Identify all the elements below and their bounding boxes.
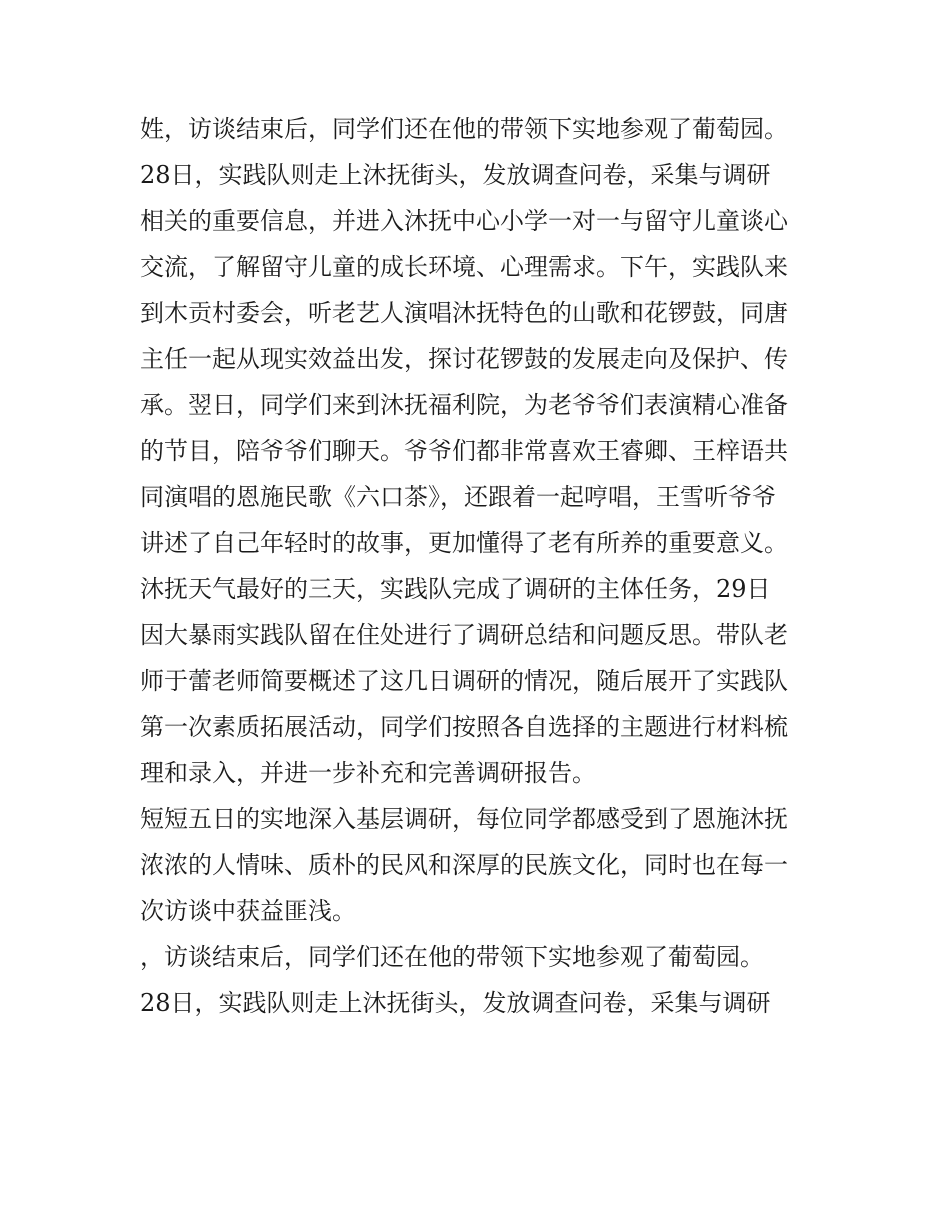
text-line-6: 主任一起从现实效益出发，探讨花锣鼓的发展走向及保护、传 [140,345,788,373]
text-line-18: 次访谈中获益匪浅。 [140,897,356,925]
text-line-8: 的节目，陪爷爷们聊天。爷爷们都非常喜欢王睿卿、王梓语共 [140,437,788,465]
document-body [140,106,830,1026]
text-line-12: 因大暴雨实践队留在住处进行了调研总结和问题反思。带队老 [140,621,788,649]
text-line-17: 浓浓的人情味、质朴的民风和深厚的民族文化，同时也在每一 [140,851,788,879]
text-line-7: 承。翌日，同学们来到沐抚福利院，为老爷爷们表演精心准备 [140,391,788,419]
text-line-9: 同演唱的恩施民歌《六口茶》，还跟着一起哼唱，王雪听爷爷 [140,483,776,511]
text-line-4: 交流，了解留守儿童的成长环境、心理需求。下午，实践队来 [140,253,788,281]
text-line-3: 相关的重要信息，并进入沐抚中心小学一对一与留守儿童谈心 [140,207,788,235]
text-line-5: 到木贡村委会，听老艺人演唱沐抚特色的山歌和花锣鼓，同唐 [140,299,788,327]
text-line-19: ，访谈结束后，同学们还在他的带领下实地参观了葡萄园。 [140,943,764,971]
text-line-11: 沐抚天气最好的三天，实践队完成了调研的主体任务，29日 [140,575,771,603]
text-line-20: 28日，实践队则走上沐抚街头，发放调查问卷，采集与调研 [140,989,771,1017]
text-line-1: 姓，访谈结束后，同学们还在他的带领下实地参观了葡萄园。 [140,115,788,143]
text-line-16: 短短五日的实地深入基层调研，每位同学都感受到了恩施沐抚 [140,805,788,833]
text-line-10: 讲述了自己年轻时的故事，更加懂得了老有所养的重要意义。 [140,529,788,557]
text-line-14: 第一次素质拓展活动，同学们按照各自选择的主题进行材料梳 [140,713,788,741]
text-line-2: 28日，实践队则走上沐抚街头，发放调查问卷，采集与调研 [140,161,771,189]
text-line-15: 理和录入，并进一步补充和完善调研报告。 [140,759,596,787]
text-line-13: 师于蕾老师简要概述了这几日调研的情况，随后展开了实践队 [140,667,788,695]
